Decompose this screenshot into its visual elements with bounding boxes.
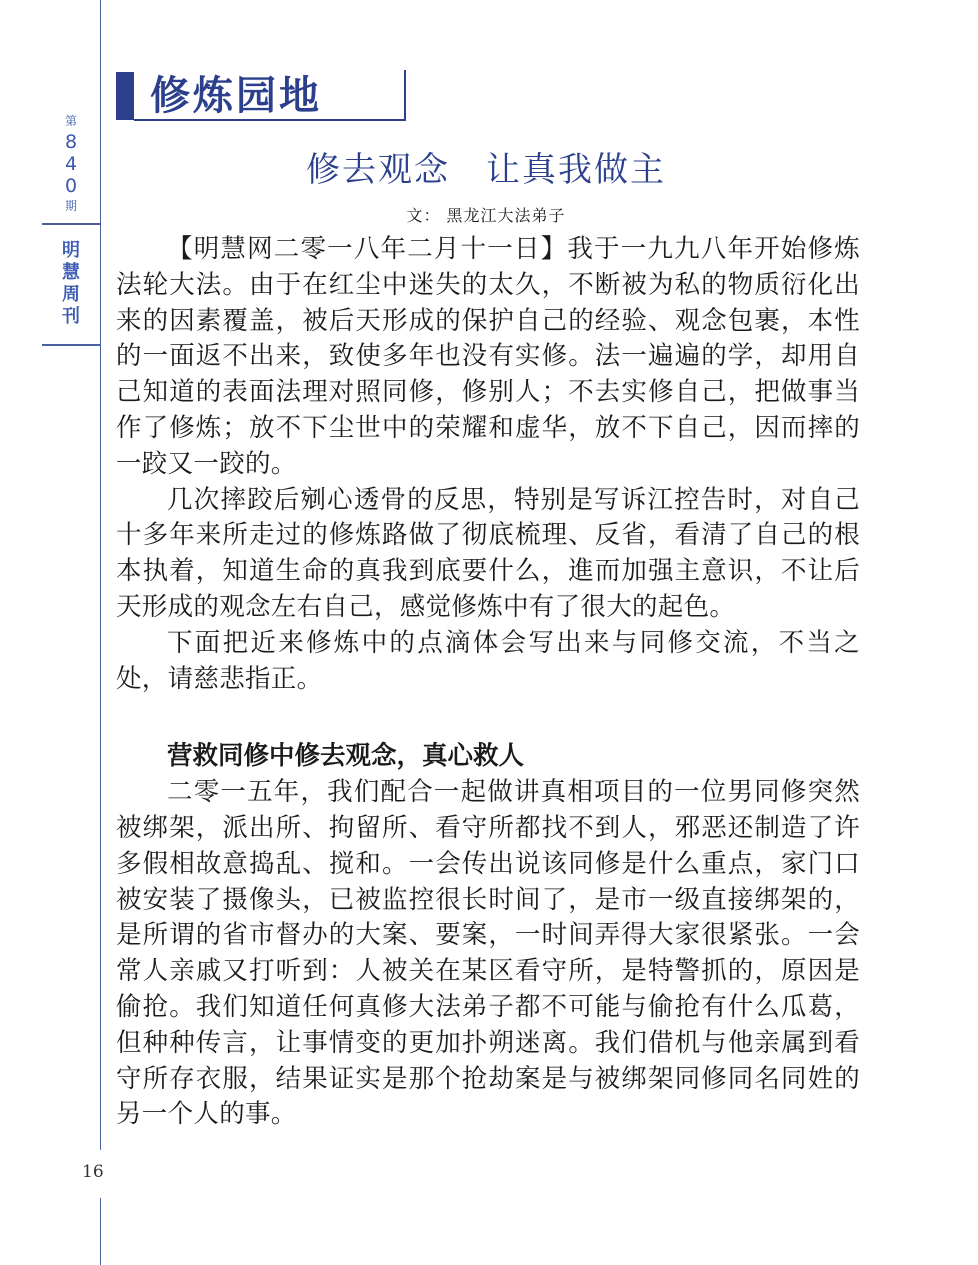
issue-digit: 4 [64,153,78,175]
section-title: 修炼园地 [150,73,322,119]
margin-divider-bottom [100,222,101,1265]
section-header [116,70,408,122]
issue-digits [65,131,77,197]
issue-suffix: 期 [64,199,77,213]
page-number: 16 [82,1162,104,1182]
section-underline [134,119,406,121]
magazine-char: 明 [62,240,80,261]
magazine-char: 刊 [62,306,80,327]
subheading: 营救同修中修去观念，真心救人 [167,741,525,772]
article-author: 文： 黑龙江大法弟子 [406,206,566,225]
paragraph: 二零一五年，我们配合一起做讲真相项目的一位男同修突然被绑架，派出所、拘留所、看守所都找不到人，邪恶还制造了许多假相故意捣乱、搅和。一会传出说该同修是什么重点，家门口被安装了摄像头，已被监控很长时间了，是市一级直接绑架的，是所谓的省市督办的大案、要案，一时间弄得大家很紧张。一会常人亲戚又打听到：人被关在某区看守所，是特警抓的，原因是偷抢。我们知道任何真修大法弟子都不可能与偷抢有什么瓜葛，但种种传言，让事情变的更加扑朔迷离。我们借机与他亲属到看守所存衣服，结果证实是那个抢劫案是与被绑架同修同名同姓的另一个人的事。 [116,777,860,1130]
magazine-char: 周 [62,284,80,305]
issue-digit: 8 [64,131,78,153]
magazine-name [42,240,100,328]
paragraph: 【明慧网二零一八年二月十一日】我于一九九八年开始修炼法轮大法。由于在红尘中迷失的太久，不断被为私的物质衍化出来的因素覆盖，被后天形成的保护自己的经验、观念包裹，本性的一面返不出来，致使多年也没有实修。法一遍遍的学，却用自己知道的表面法理对照同修，修别人；不去实修自己，把做事当作了修炼；放不下尘世中的荣耀和虚华，放不下自己，因而摔的一跤又一跤的。 [116,234,860,479]
section-bar [116,72,134,120]
section-end-tick [404,70,406,121]
article-title: 修去观念 让真我做主 [306,150,666,190]
margin-rule-top [42,223,101,225]
margin-rule-bottom [42,344,101,346]
issue-number-block [42,105,100,223]
margin-divider-top [100,0,101,222]
article-body [116,232,860,1133]
issue-digit: 0 [64,175,78,197]
issue-prefix: 第 [64,114,77,128]
magazine-char: 慧 [62,262,80,283]
paragraph: 下面把近来修炼中的点滴体会写出来与同修交流，不当之处，请慈悲指正。 [116,627,860,694]
paragraph: 几次摔跤后剜心透骨的反思，特别是写诉江控告时，对自己十多年来所走过的修炼路做了彻底梳理、反省，看清了自己的根本执着，知道生命的真我到底要什么，進而加强主意识，不让后天形成的观念左右自己，感觉修炼中有了很大的起色。 [116,484,860,622]
